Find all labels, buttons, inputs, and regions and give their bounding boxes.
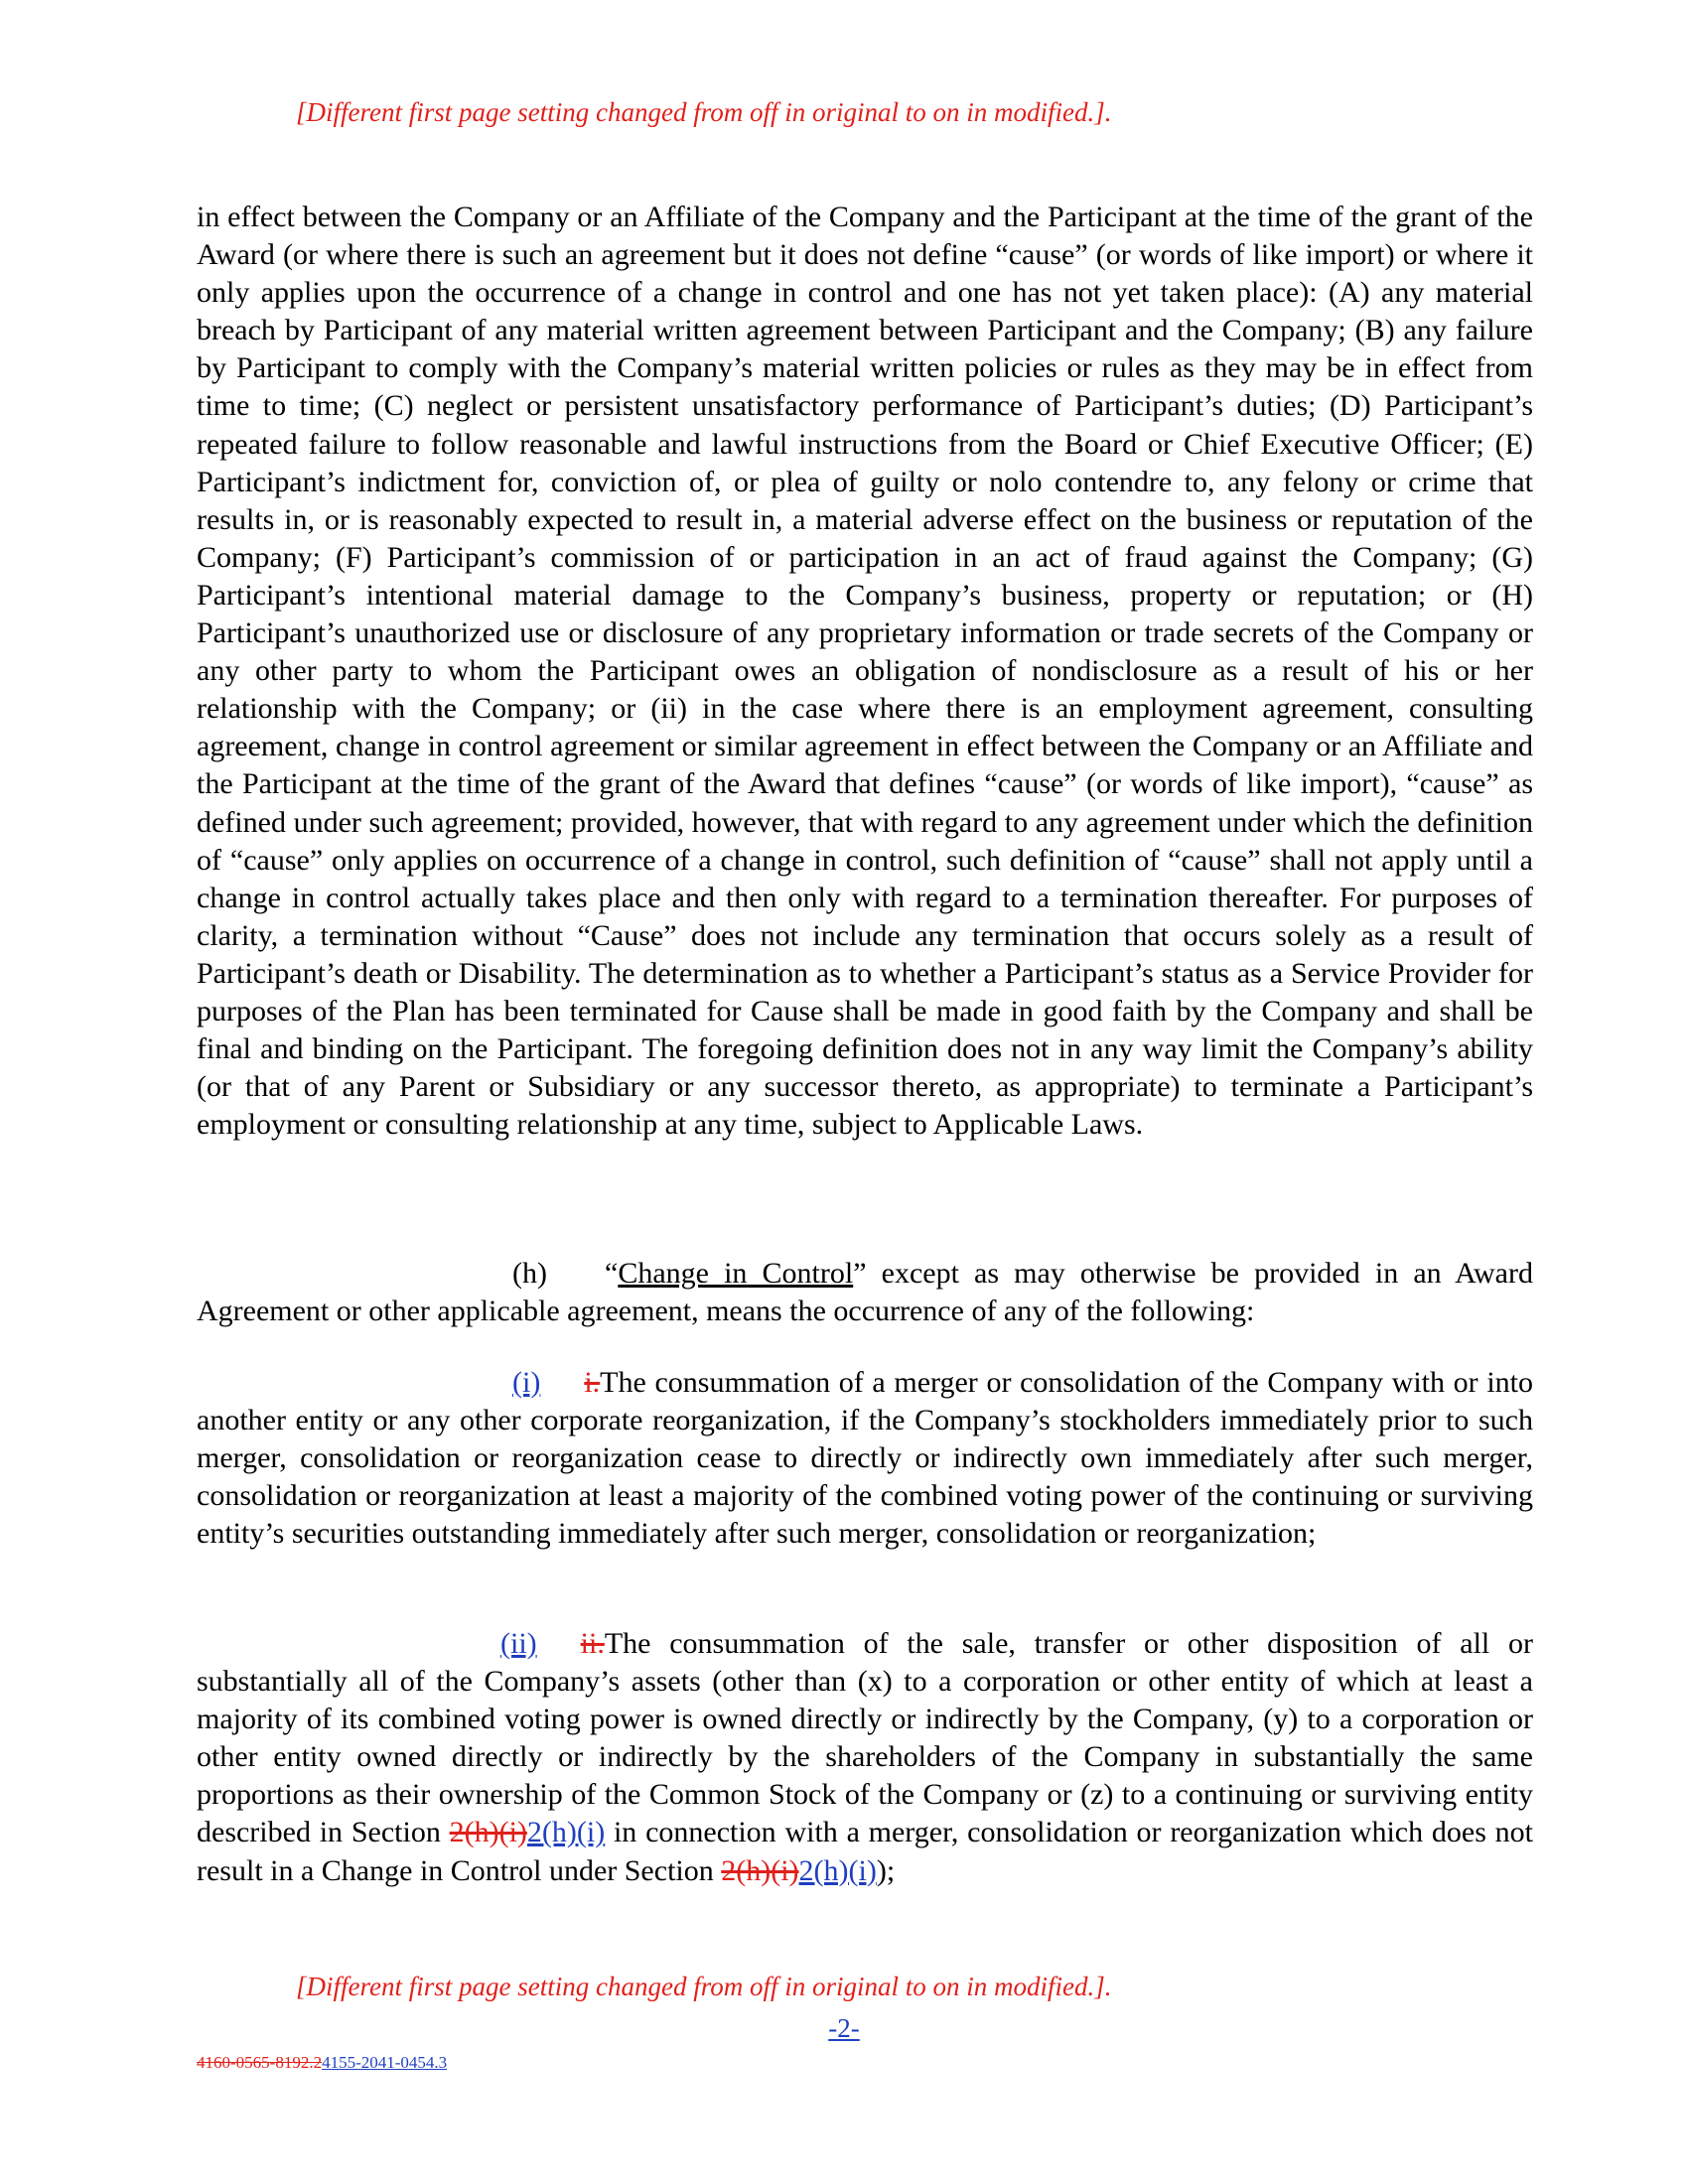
clause-ii-text-3: );: [876, 1853, 896, 1887]
defined-term-change-in-control: Change in Control: [618, 1257, 854, 1290]
footer-change-note: [Different first page setting changed from off in original to on in modified.].: [296, 1972, 1112, 2001]
clause-ii-text-1: The consummation of the sale, transfer or other disposition of all or substantially all of the Company’s assets (other than (x) to a corporation or other entity of which at least a majority of its combined voting power is owned directly or indirectly by the Company, (y) to a corporation or other entity owned directly or indirectly by the shareholders of the Company in substantially the same proportions as their ownership of the Common Stock of the Company or (z) to a continuing or surviving entity described in Section: [197, 1627, 1533, 1849]
deleted-document-id: 4160-0565-8192.2: [197, 2053, 323, 2072]
clause-i-text: The consummation of a merger or consolidation of the Company with or into another entity or any other corporate reorganization, if the Company’s stockholders immediately prior to such merger, consolidation or reorganization cease to directly or indirectly own immediately after such merger, consolidation or reorganization at least a majority of the combined voting power of the continuing or surviving entity’s securities outstanding immediately after such merger, consolidation or reorganization;: [197, 1366, 1533, 1551]
clause-ii-text-2: in connection with a merger, consolidation or reorganization which does not result in a Change in Control under Section: [197, 1816, 1533, 1887]
open-quote: “: [604, 1257, 619, 1290]
clause-ii-paragraph: [197, 1625, 1533, 1890]
section-label-h: (h): [512, 1257, 547, 1290]
cause-definition-paragraph: in effect between the Company or an Affiliate of the Company and the Participant at the time of the grant of the Award (or where there is such an agreement but it does not define “cause” (or words of like import) or where it only applies upon the occurrence of a change in control and one has not yet taken place): (A) any material breach by Participant of any material written agreement between Participant and the Company; (B) any failure by Participant to comply with the Company’s material written policies or rules as they may be in effect from time to time; (C) neglect or persistent unsatisfactory performance of Participant’s duties; (D) Participant’s repeated failure to follow reasonable and lawful instructions from the Board or Chief Executive Officer; (E) Participant’s indictment for, conviction of, or plea of guilty or nolo contendre to, any felony or crime that results in, or is reasonably expected to result in, a material adverse effect on the business or reputation of the Company; (F) Participant’s commission of or participation in an act of fraud against the Company; (G) Participant’s intentional material damage to the Company’s business, property or reputation; or (H) Participant’s unauthorized use or disclosure of any proprietary information or trade secrets of the Company or any other party to whom the Participant owes an obligation of nondisclosure as a result of his or her relationship with the Company; or (ii) in the case where there is an employment agreement, consulting agreement, change in control agreement or similar agreement in effect between the Company or an Affiliate and the Participant at the time of the grant of the Award that defines “cause” (or words of like import), “cause” as defined under such agreement; provided, however, that with regard to any agreement under which the definition of “cause” only applies on occurrence of a change in control, such definition of “cause” shall not apply until a change in control actually takes place and then only with regard to a termination thereafter. For purposes of clarity, a termination without “Cause” does not include any termination that occurs solely as a result of Participant’s death or Disability. The determination as to whether a Participant’s status as a Service Provider for purposes of the Plan has been terminated for Cause shall be made in good faith by the Company and shall be final and binding on the Participant. The foregoing definition does not in any way limit the Company’s ability (or that of any Parent or Subsidiary or any successor thereto, as appropriate) to terminate a Participant’s employment or consulting relationship at any time, subject to Applicable Laws.: [197, 201, 1533, 1142]
inserted-section-ref-1: 2(h)(i): [526, 1816, 606, 1849]
page-number: [0, 2013, 1688, 2044]
inserted-section-ref-2: 2(h)(i): [798, 1853, 877, 1887]
clause-i-paragraph: [197, 1364, 1533, 1553]
deleted-label-ii: ii.: [580, 1627, 605, 1660]
header-change-note: [Different first page setting changed from off in original to on in modified.].: [296, 97, 1112, 127]
document-id: [197, 2053, 447, 2073]
inserted-label-i: (i): [512, 1366, 541, 1399]
deleted-label-i: i.: [584, 1366, 601, 1399]
change-in-control-text: ” except as may otherwise be provided in an Award Agreement or other applicable agreement, means the occurrence of any of the following:: [197, 1257, 1533, 1328]
deleted-section-ref-1: 2(h)(i): [449, 1816, 527, 1849]
page-number-text: -2-: [828, 2013, 860, 2043]
inserted-document-id: 4155-2041-0454.3: [322, 2053, 448, 2072]
inserted-label-ii: (ii): [500, 1627, 537, 1660]
change-in-control-paragraph: [197, 1255, 1533, 1330]
deleted-section-ref-2: 2(h)(i): [721, 1853, 799, 1887]
